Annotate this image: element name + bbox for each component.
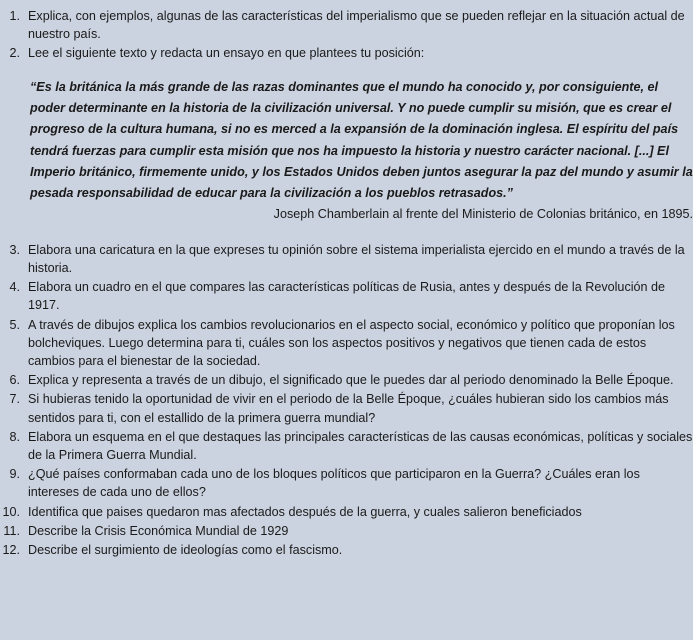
activity-list <box>0 7 693 560</box>
list-item <box>0 522 693 541</box>
list-item-text: ¿Qué países conformaban cada uno de los bloques políticos que participaron en la Guerra? ¿Cuáles eran los intereses de cada uno de ellos? <box>28 467 640 500</box>
list-item <box>0 541 693 560</box>
list-item-number: 8. <box>9 429 20 444</box>
quote-source: Joseph Chamberlain al frente del Ministerio de Colonias británico, en 1895. <box>273 207 693 222</box>
list-item <box>0 465 693 502</box>
quote-block <box>0 64 693 241</box>
list-item-number: 6. <box>9 373 20 388</box>
quote-top-spacer <box>0 64 693 77</box>
list-item-text: Si hubieras tenido la oportunidad de vivir en el periodo de la Belle Époque, ¿cuáles hubieran sido los cambios más sentidos para ti, con el estallido de la primera guerra mundial? <box>28 392 669 425</box>
list-item-number: 1. <box>9 9 20 23</box>
list-item-number: 9. <box>9 467 20 482</box>
list-item-text: Describe el surgimiento de ideologías como el fascismo. <box>28 542 343 557</box>
list-item <box>0 44 693 63</box>
list-item <box>0 371 693 390</box>
list-item-number: 4. <box>9 280 20 295</box>
list-item-text: Explica y representa a través de un dibujo, el significado que le puedes dar al periodo denominado la Belle Époque. <box>28 373 674 388</box>
list-item <box>0 428 693 465</box>
list-item-number: 3. <box>9 242 20 257</box>
list-item-text: Elabora un esquema en el que destaques las principales características de las causas económicas, políticas y sociales de la Primera Guerra Mundial. <box>28 429 693 462</box>
list-item <box>0 241 693 278</box>
list-item-text: Elabora una caricatura en la que expreses tu opinión sobre el sistema imperialista ejercido en el mundo a través de la historia. <box>28 242 685 275</box>
list-item <box>0 278 693 315</box>
quote-text: “Es la británica la más grande de las razas dominantes que el mundo ha conocido y, por consiguiente, el poder determinante en la historia de la civilización universal. Y no puede cumplir su misión, que es crear el progreso de la cultura humana, si no es merced a la expansión de la dominación inglesa. El espíritu del país tendrá fuerzas para cumplir esta misión que nos ha impuesto la historia y nuestro carácter nacional. [...] El Imperio británico, firmemente unido, y los Estados Unidos deben juntos asegurar la paz del mundo y asumir la pesada responsabilidad de educar para la civilización a los pueblos retrasados.” <box>30 79 693 201</box>
list-item-number: 7. <box>9 392 20 407</box>
quote-bottom-spacer <box>0 226 693 241</box>
list-item-text: Identifica que paises quedaron mas afectados después de la guerra, y cuales salieron beneficiados <box>28 504 582 519</box>
list-item-number: 10. <box>2 504 20 519</box>
list-item-text: A través de dibujos explica los cambios revolucionarios en el aspecto social, económico y político que proponían los bolcheviques. Luego determina para ti, cuáles son los aspectos positivos y negativos que tienen cada de estos cambios para el bienestar de la sociedad. <box>28 317 675 368</box>
list-item-text: Describe la Crisis Económica Mundial de 1929 <box>28 523 289 538</box>
list-item <box>0 7 693 44</box>
list-item <box>0 316 693 372</box>
list-item-text: Explica, con ejemplos, algunas de las características del imperialismo que se pueden reflejar en la situación actual de nuestro país. <box>28 9 685 42</box>
list-item <box>0 503 693 522</box>
list-item-number: 5. <box>9 317 20 332</box>
list-item-text: Lee el siguiente texto y redacta un ensayo en que plantees tu posición: <box>28 46 425 61</box>
list-item-number: 12. <box>2 542 20 557</box>
list-item-number: 11. <box>3 523 20 538</box>
list-item-number: 2. <box>9 46 20 61</box>
list-item-text: Elabora un cuadro en el que compares las características políticas de Rusia, antes y después de la Revolución de 1917. <box>28 280 666 313</box>
list-item <box>0 390 693 427</box>
